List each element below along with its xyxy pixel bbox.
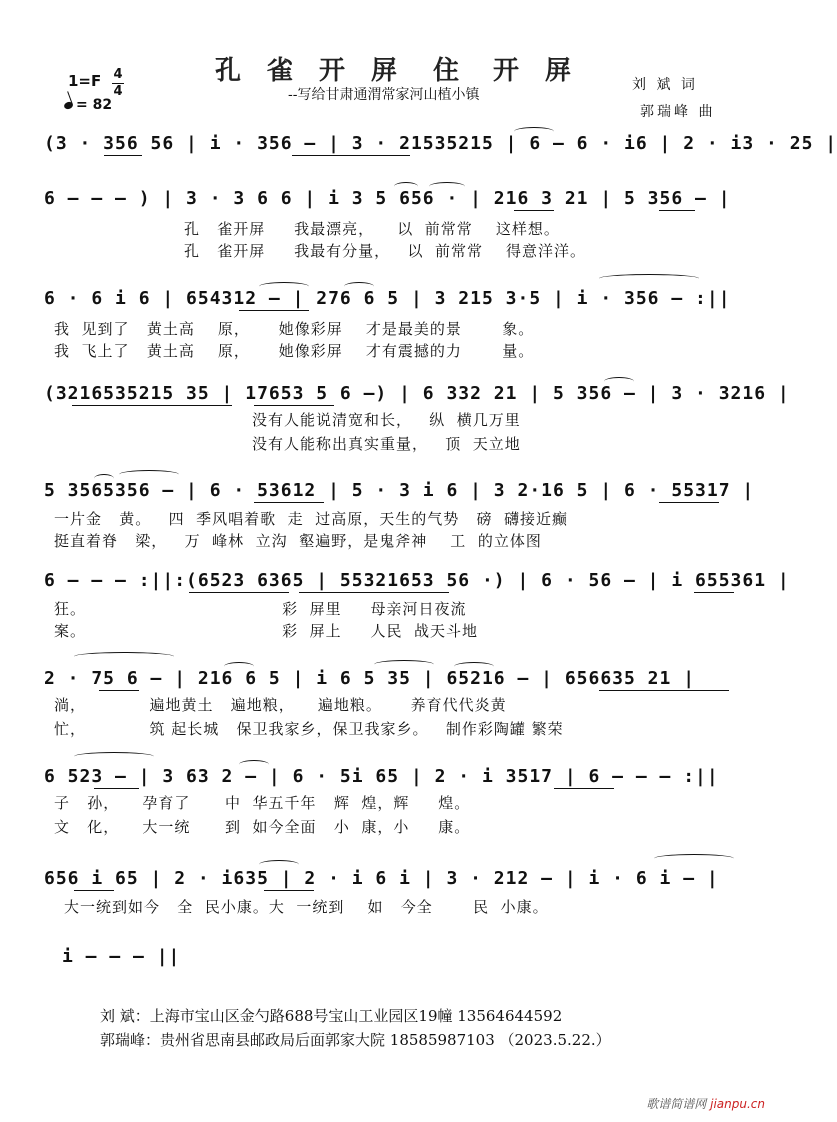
music-system-7 bbox=[44, 668, 744, 748]
title-char: 孔 bbox=[215, 56, 264, 86]
tempo-value: = 82 bbox=[76, 97, 113, 113]
lyricist-contact: 刘 斌：上海市宝山区金勺路688号宝山工业园区19幢 13564644592 bbox=[100, 1007, 563, 1025]
music-system-4 bbox=[44, 383, 790, 463]
watermark-site: 歌谱简谱网 bbox=[646, 1097, 707, 1111]
lyric-line-1: 淌， 遍地黄土 遍地粮， 遍地粮。 养育代代炎黄 bbox=[54, 696, 507, 714]
lyric-line-1: 一片金 黄。 四 季风唱着歌 走 过高原，天生的气势 磅 礴接近癫 bbox=[54, 510, 569, 528]
title-char: 开 bbox=[493, 56, 542, 86]
notation-line: 6 – – – ) | 3 · 3 6 6 | i 3 5 656 · | 216 3 21 | 5 356 – | bbox=[44, 188, 731, 209]
music-system-6 bbox=[44, 570, 790, 650]
lyric-line-1: 我 见到了 黄土高 原， 她像彩屏 才是最美的景 象。 bbox=[54, 320, 535, 338]
notation-line: (3 · 356 56 | i · 356 – | 3 · 21535215 | 6 – 6 · i6 | 2 · i3 · 25 | bbox=[44, 133, 837, 154]
music-system-5 bbox=[44, 480, 755, 560]
lyric-line-2: 案。 彩 屏上 人民 战天斗地 bbox=[54, 622, 479, 640]
lyric-line-1: 大一统到如今 全 民小康。大 一统到 如 今全 民 小康。 bbox=[64, 898, 549, 916]
lyric-line-1: 孔 雀开屏 我最漂亮， 以 前常常 这样想。 bbox=[184, 220, 560, 238]
composer-credit: 郭瑞峰 曲 bbox=[640, 104, 716, 120]
key-signature: 1=F bbox=[68, 72, 102, 90]
title-char: 雀 bbox=[267, 56, 316, 86]
title-char: 屏 bbox=[545, 56, 594, 86]
lyric-line-1: 狂。 彩 屏里 母亲河日夜流 bbox=[54, 600, 467, 618]
notation-line: 2 · 75 6 – | 216 6 5 | i 6 5 35 | 65216 – | 656635 21 | bbox=[44, 668, 696, 689]
title-char: 住 bbox=[433, 56, 482, 86]
lyric-line-2: 我 飞上了 黄土高 原， 她像彩屏 才有震撼的力 量。 bbox=[54, 342, 535, 360]
lyric-line-1: 没有人能说清宽和长， 纵 横几万里 bbox=[102, 411, 521, 429]
lyric-line-1: 子 孙， 孕育了 中 华五千年 辉 煌，辉 煌。 bbox=[54, 794, 471, 812]
notation-line: 5 3565356 – | 6 · 53612 | 5 · 3 i 6 | 3 2·16 5 | 6 · 55317 | bbox=[44, 480, 755, 501]
lyric-line-2: 文 化， 大一统 到 如今全面 小 康，小 康。 bbox=[54, 818, 471, 836]
time-bottom: 4 bbox=[113, 84, 123, 99]
notation-line: 6 – – – :||:(6523 6365 | 55321653 56 ·) | 6 · 56 – | i 655361 | bbox=[44, 570, 790, 591]
lyric-line-2: 忙， 筑 起长城 保卫我家乡，保卫我家乡。 制作彩陶罐 繁荣 bbox=[54, 720, 564, 738]
subtitle: --写给甘肃通渭常家河山植小镇 bbox=[288, 87, 480, 103]
music-system-9 bbox=[44, 868, 744, 928]
music-system-10 bbox=[44, 946, 744, 976]
title-char: 屏 bbox=[371, 56, 420, 86]
notation-line: (3216535215 35 | 17653 5 6 –) | 6 332 21 | 5 356 – | 3 · 3216 | bbox=[44, 383, 790, 404]
song-title bbox=[215, 40, 594, 86]
lyricist-credit: 刘 斌 词 bbox=[632, 77, 698, 93]
watermark-url: jianpu.cn bbox=[710, 1097, 765, 1111]
lyric-line-2: 没有人能称出真实重量， 顶 天立地 bbox=[102, 435, 521, 453]
quarter-note-icon bbox=[63, 101, 74, 111]
music-system-2 bbox=[44, 188, 744, 268]
notation-line: 6 523 – | 3 63 2 – | 6 · 5i 65 | 2 · i 3517 | 6 – – – :|| bbox=[44, 766, 719, 787]
notation-line: 656 i 65 | 2 · i635 | 2 · i 6 i | 3 · 212 – | i · 6 i – | bbox=[44, 868, 719, 889]
lyric-line-2: 孔 雀开屏 我最有分量， 以 前常常 得意洋洋。 bbox=[184, 242, 587, 260]
notation-line: 6 · 6 i 6 | 654312 – | 276 6 5 | 3 215 3·5 | i · 356 – :|| bbox=[44, 288, 731, 309]
site-watermark bbox=[646, 1095, 765, 1112]
music-system-8 bbox=[44, 766, 744, 846]
time-signature bbox=[112, 68, 124, 99]
composer-contact: 郭瑞峰：贵州省思南县邮政局后面郭家大院 18585987103 （2023.5.22.） bbox=[100, 1031, 611, 1049]
notation-line: i – – – || bbox=[62, 946, 181, 967]
tempo-mark bbox=[64, 97, 112, 113]
title-char: 开 bbox=[319, 56, 368, 86]
lyric-line-2: 挺直着脊 梁， 万 峰林 立沟 壑遍野，是鬼斧神 工 的立体图 bbox=[54, 532, 542, 550]
time-top: 4 bbox=[113, 67, 123, 82]
music-system-3 bbox=[44, 288, 744, 368]
